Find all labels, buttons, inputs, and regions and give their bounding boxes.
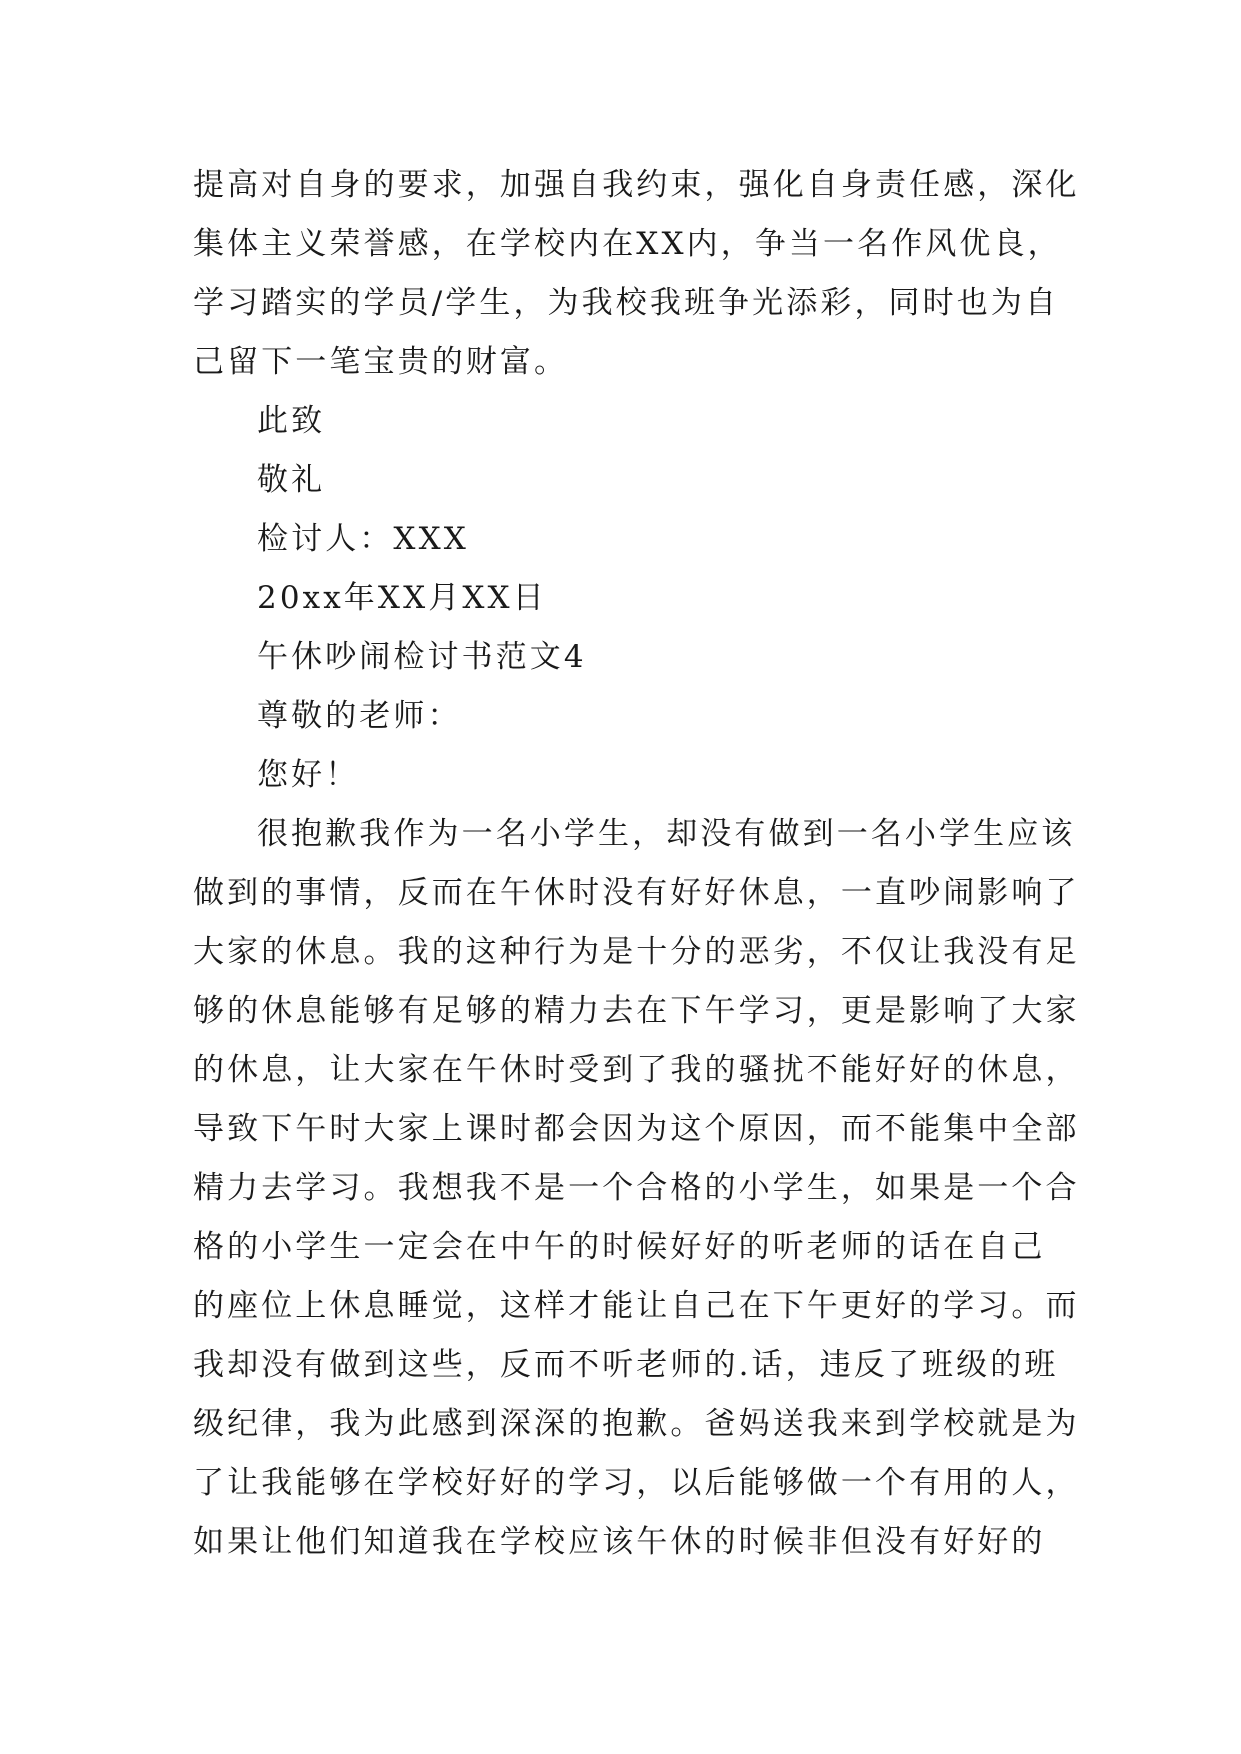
paragraph-line: 级纪律，我为此感到深深的抱歉。爸妈送我来到学校就是为 [193, 1406, 1080, 1442]
paragraph-line: 导致下午时大家上课时都会因为这个原因，而不能集中全部 [193, 1111, 1080, 1147]
paragraph-line: 大家的休息。我的这种行为是十分的恶劣，不仅让我没有足 [193, 934, 1080, 970]
paragraph-line: 的座位上休息睡觉，这样才能让自己在下午更好的学习。而 [193, 1288, 1080, 1324]
salutation-line: 尊敬的老师： [257, 698, 462, 734]
paragraph-line: 己留下一笔宝贵的财富。 [193, 344, 569, 380]
date-line: 20xx年XX月XX日 [257, 580, 547, 616]
paragraph-line: 集体主义荣誉感，在学校内在XX内，争当一名作风优良， [193, 226, 1062, 262]
section-title: 午休吵闹检讨书范文4 [257, 639, 587, 675]
signature-line: 检讨人：XXX [257, 521, 469, 557]
paragraph-line: 如果让他们知道我在学校应该午休的时候非但没有好好的 [193, 1524, 1046, 1560]
greeting-line: 您好！ [257, 757, 360, 793]
paragraph-line: 做到的事情，反而在午休时没有好好休息，一直吵闹影响了 [193, 875, 1080, 911]
paragraph-line: 够的休息能够有足够的精力去在下午学习，更是影响了大家 [193, 993, 1080, 1029]
paragraph-line: 提高对自身的要求，加强自我约束，强化自身责任感，深化 [193, 167, 1080, 203]
closing-line: 敬礼 [257, 462, 326, 498]
paragraph-line: 很抱歉我作为一名小学生，却没有做到一名小学生应该 [257, 816, 1076, 852]
closing-line: 此致 [257, 403, 326, 439]
paragraph-line: 了让我能够在学校好好的学习，以后能够做一个有用的人， [193, 1465, 1080, 1501]
paragraph-line: 格的小学生一定会在中午的时候好好的听老师的话在自己 [193, 1229, 1046, 1265]
paragraph-line: 的休息，让大家在午休时受到了我的骚扰不能好好的休息， [193, 1052, 1080, 1088]
paragraph-line: 我却没有做到这些，反而不听老师的.话，违反了班级的班 [193, 1347, 1059, 1383]
paragraph-line: 精力去学习。我想我不是一个合格的小学生，如果是一个合 [193, 1170, 1080, 1206]
paragraph-line: 学习踏实的学员/学生，为我校我班争光添彩，同时也为自 [193, 285, 1060, 321]
